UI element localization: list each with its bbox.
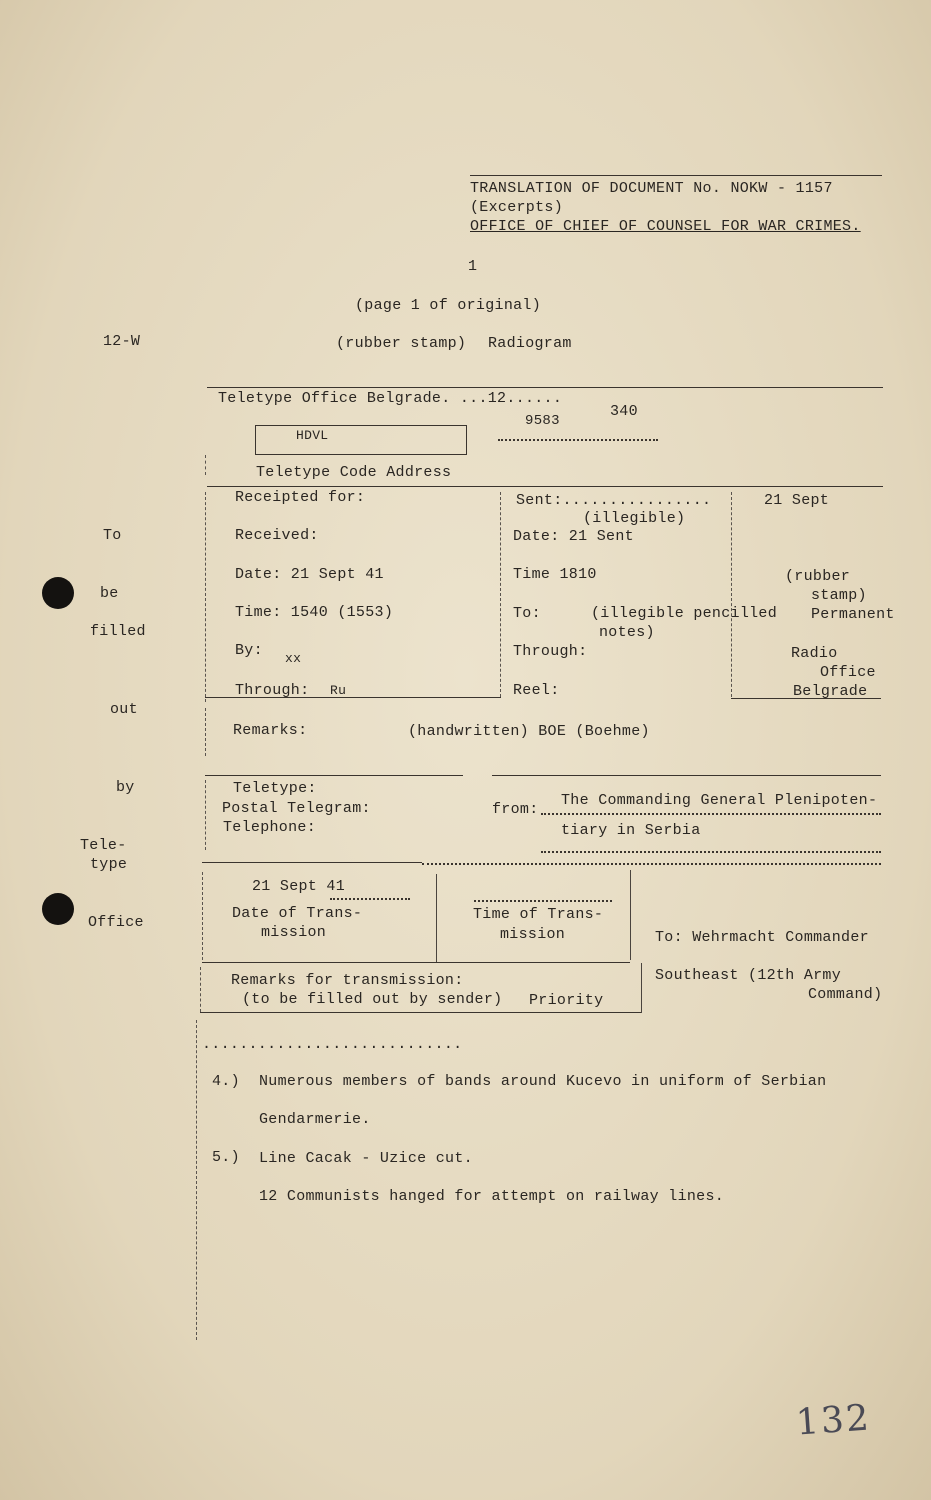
page-note: (page 1 of original) (355, 297, 542, 314)
code-address-label: Teletype Code Address (256, 464, 452, 481)
transmission-to-line: Command) (808, 986, 883, 1003)
dotted-line (474, 900, 612, 902)
sent-label: Sent:................ (516, 492, 712, 509)
item-text: Numerous members of bands around Kucevo in uniform of Serbian (259, 1073, 827, 1090)
form-divider (205, 708, 206, 756)
teletype-office-number: 340 (610, 403, 638, 420)
stamp-box-clip (811, 606, 895, 624)
stamp-box-office: Office (820, 664, 876, 681)
margin-label: be (100, 585, 119, 602)
teletype-label: Teletype: (233, 780, 317, 797)
dotted-line (422, 863, 881, 865)
receipt-through-label: Through: (235, 682, 310, 699)
remarks-label: Remarks: (233, 722, 308, 739)
code-number: 9583 (525, 413, 560, 429)
item-text: Line Cacak - Uzice cut. (259, 1150, 473, 1167)
form-rule (202, 962, 630, 963)
sent-date: Date: 21 Sent (513, 528, 634, 545)
punch-hole-icon (42, 577, 74, 609)
sent-time: Time 1810 (513, 566, 597, 583)
transmission-time-label: Time of Trans- (473, 906, 604, 923)
stamp-box-date: 21 Sept (764, 492, 830, 509)
sent-illegible: (illegible) (583, 510, 686, 527)
form-divider (205, 455, 206, 475)
form-divider (731, 492, 732, 697)
form-divider (200, 967, 201, 1012)
form-divider (500, 492, 501, 697)
remarks-transmission-note: (to be filled out by sender) (242, 991, 503, 1008)
stamp-box-rubber: (rubber (785, 568, 851, 585)
form-divider (641, 963, 642, 1013)
telephone-label: Telephone: (223, 819, 317, 836)
header-rule-top (470, 175, 882, 176)
sent-through-label: Through: (513, 643, 588, 660)
sent-to-label: To: (513, 605, 541, 622)
margin-label: Tele- (80, 837, 127, 854)
remarks-value: (handwritten) BOE (Boehme) (408, 723, 650, 740)
from-label: from: (492, 801, 539, 818)
form-rule (492, 775, 881, 776)
priority-label: Priority (529, 992, 604, 1009)
margin-label: type (90, 856, 128, 873)
form-divider (205, 780, 206, 850)
excerpts-label: (Excerpts) (470, 199, 564, 216)
stamp-box-radio: Radio (791, 645, 838, 662)
margin-label: To (103, 527, 122, 544)
stamp-text: Radiogram (488, 335, 572, 352)
stamp-note: (rubber stamp) (336, 335, 467, 352)
postal-telegram-label: Postal Telegram: (222, 800, 371, 817)
dotted-line (541, 851, 881, 853)
receipt-through-value: Ru (330, 683, 347, 698)
transmission-date-label-cont: mission (261, 924, 327, 941)
page-number: 1 (468, 258, 478, 275)
form-divider (205, 492, 206, 702)
code-address-box (255, 425, 467, 455)
item-text: Gendarmerie. (259, 1111, 371, 1128)
receipt-date: Date: 21 Sept 41 (235, 566, 384, 583)
sent-to-value: (illegible pencilled (591, 605, 778, 622)
stamp-box-belgrade: Belgrade (793, 683, 868, 700)
form-rule (207, 486, 883, 487)
document-title: TRANSLATION OF DOCUMENT No. NOKW - 1157 (470, 180, 833, 197)
item-number: 4.) (212, 1073, 240, 1090)
transmission-to-line: Southeast (12th Army (655, 967, 842, 984)
receipt-by-value: xx (285, 651, 302, 666)
remarks-transmission-label: Remarks for transmission: (231, 972, 464, 989)
form-rule (731, 698, 881, 699)
margin-label: out (110, 701, 138, 718)
sent-reel-label: Reel: (513, 682, 560, 699)
sent-to-value-cont: notes) (599, 624, 655, 641)
dotted-line (330, 898, 410, 900)
body-dots: ............................ (202, 1036, 463, 1053)
from-value-cont: tiary in Serbia (561, 822, 701, 839)
margin-label: Office (88, 914, 144, 931)
form-rule (202, 862, 422, 863)
form-rule (205, 697, 501, 698)
form-rule (207, 387, 883, 388)
receipted-for-label: Receipted for: (235, 489, 366, 506)
form-divider (196, 1020, 197, 1340)
item-text: 12 Communists hanged for attempt on railway lines. (259, 1188, 725, 1205)
form-divider (630, 870, 631, 960)
transmission-time-label-cont: mission (500, 926, 566, 943)
form-rule (200, 1012, 641, 1013)
punch-hole-icon (42, 893, 74, 925)
stamp-box-permanent: Permanent (811, 606, 895, 623)
item-number: 5.) (212, 1149, 240, 1166)
receipt-by-label: By: (235, 642, 263, 659)
form-divider (202, 872, 203, 960)
from-value: The Commanding General Plenipoten- (561, 792, 878, 809)
form-divider (436, 874, 437, 962)
handwritten-page-number: 132 (794, 1397, 873, 1444)
receipt-time: Time: 1540 (1553) (235, 604, 394, 621)
form-rule (205, 775, 463, 776)
office-title: OFFICE OF CHIEF OF COUNSEL FOR WAR CRIMES. (470, 218, 861, 235)
transmission-date-label: Date of Trans- (232, 905, 363, 922)
doc-code: 12-W (103, 333, 141, 350)
code-box-value: HDVL (296, 428, 329, 443)
stamp-box-stamp: stamp) (811, 587, 867, 604)
margin-label: by (116, 779, 135, 796)
dotted-line (498, 439, 658, 441)
received-label: Received: (235, 527, 319, 544)
dotted-line (541, 813, 881, 815)
transmission-to-line: To: Wehrmacht Commander (655, 929, 869, 946)
teletype-office-label: Teletype Office Belgrade. ...12...... (218, 390, 563, 407)
transmission-date-value: 21 Sept 41 (252, 878, 346, 895)
margin-label: filled (90, 623, 146, 640)
